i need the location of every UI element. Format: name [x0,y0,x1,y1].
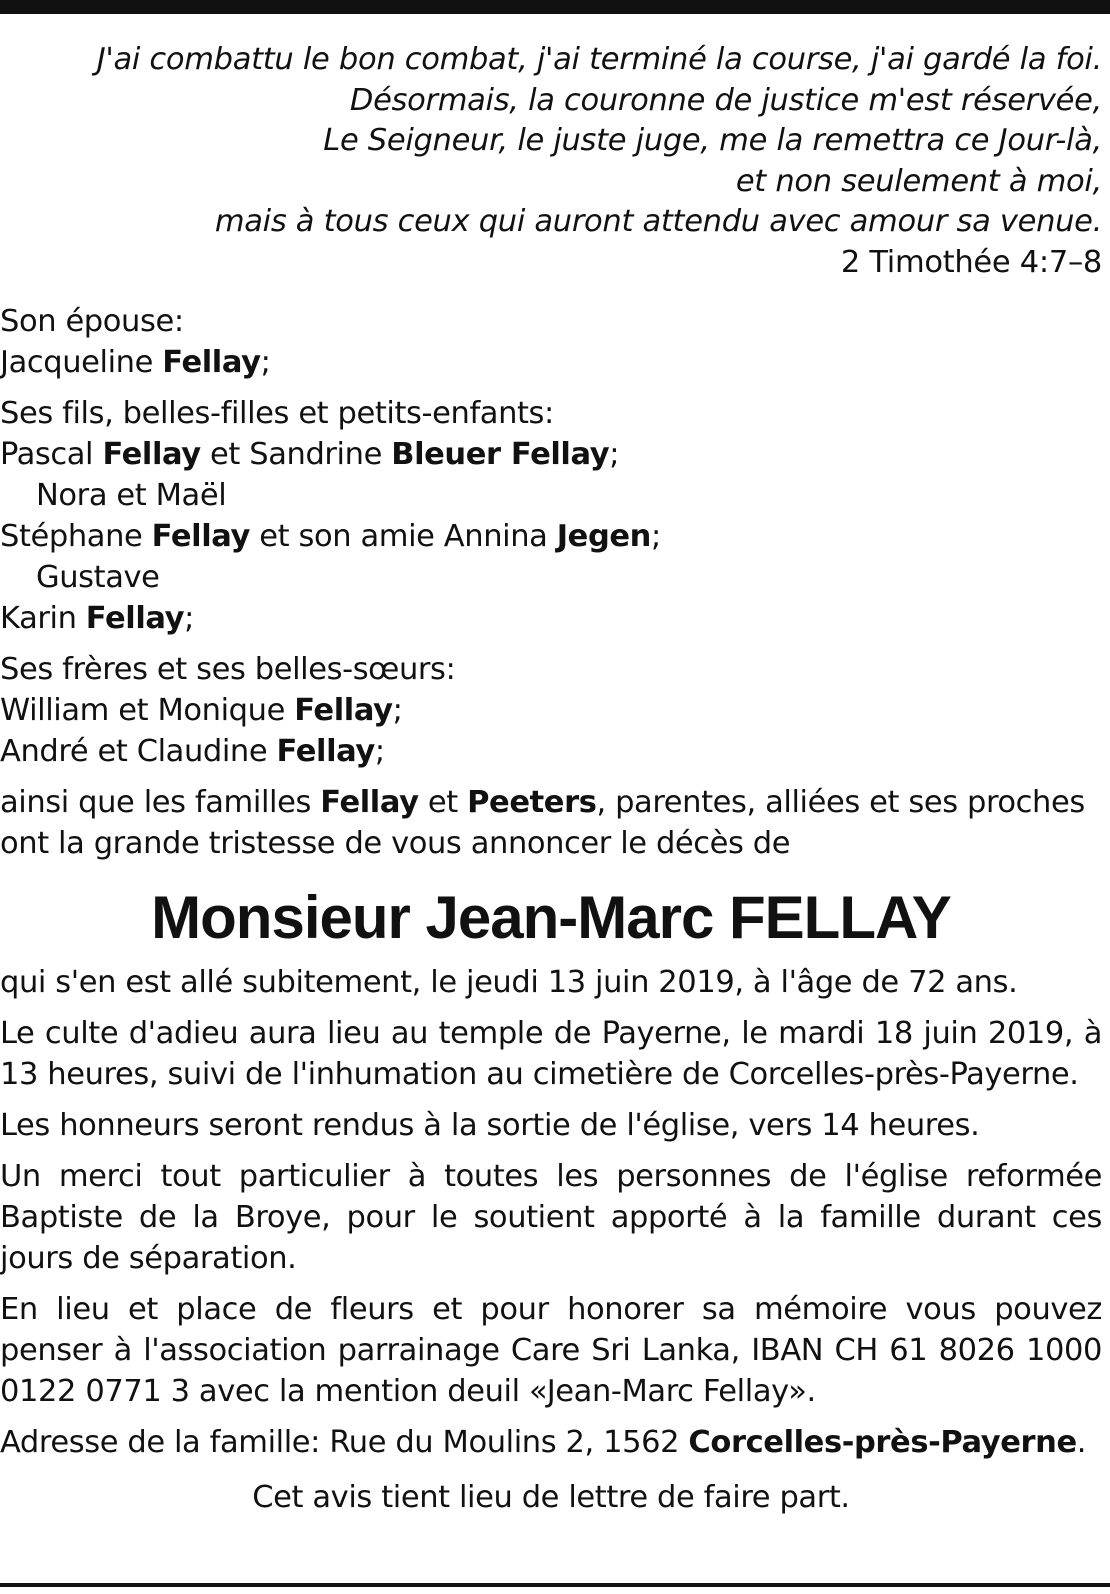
families-line [0,782,1102,823]
grandchildren: Gustave [36,560,160,595]
children-heading: Ses fils, belles-filles et petits-enfants: [0,396,554,431]
spouse-group [0,301,1102,383]
verse-line: J'ai combattu le bon combat, j'ai terminé la course, j'ai gardé la foi. [96,42,1102,77]
last-name: Fellay [320,785,419,820]
last-name: Fellay [162,345,261,380]
verse-line: Le Seigneur, le juste juge, me la remettra ce Jour-là, [323,123,1102,158]
text: , parentes, alliées et ses proches [596,785,1085,820]
last-name: Bleuer Fellay [391,437,610,472]
connector: et son amie Annina [249,519,557,554]
punct: ; [260,345,271,380]
last-name: Fellay [294,693,393,728]
family-member [0,434,1102,475]
family-member [0,598,1102,639]
family-member [0,516,1102,557]
address-text: Adresse de la famille: Rue du Moulins 2, 1562 [0,1425,689,1460]
siblings-group [0,649,1102,772]
announcement: ont la grande tristesse de vous annoncer le décès de [0,826,791,861]
family-member [0,690,1102,731]
donation-text: En lieu et place de fleurs et pour honorer sa mémoire vous pouvez penser à l'association parrainage Care Sri Lanka, IBAN CH 61 8026 1000 0122 0771 3 avec la mention deuil «Jean-Marc Fellay». [0,1292,1102,1409]
punct: ; [374,734,385,769]
ceremony-text: Le culte d'adieu aura lieu au temple de Payerne, le mardi 18 juin 2019, à 13 heures, suivi de l'inhumation au cimetière de Corcelles-près-Payerne. [0,1016,1102,1092]
spouse-heading: Son épouse: [0,304,184,339]
punct: ; [609,437,620,472]
verse-line: mais à tous ceux qui auront attendu avec amour sa venue. [214,204,1102,239]
last-name: Fellay [276,734,375,769]
family-member [0,731,1102,772]
connector: et [418,785,468,820]
connector: et Sandrine [200,437,392,472]
last-name: Fellay [85,601,185,636]
first-name: Karin [0,601,86,636]
verse-line: Désormais, la couronne de justice m'est réservée, [349,82,1102,118]
last-name: Jegen [556,519,652,554]
text: ainsi que les familles [0,785,321,820]
punct: . [1076,1425,1087,1460]
thanks-text: Un merci tout particulier à toutes les personnes de l'église reformée Baptiste de la Broye, pour le soutient apporté à la famille durant ces jours de séparation. [0,1159,1102,1276]
last-name: Fellay [102,437,201,472]
children-group [0,393,1102,639]
punct: ; [184,601,195,636]
punct: ; [392,693,403,728]
last-name: Fellay [151,519,250,554]
first-name: Pascal [0,437,103,472]
family-list [0,301,1102,864]
honors-text: Les honneurs seront rendus à la sortie de l'église, vers 14 heures. [0,1108,980,1143]
bottom-rule [0,1583,1110,1587]
death-text: qui s'en est allé subitement, le jeudi 13 juin 2019, à l'âge de 72 ans. [0,965,1018,1000]
verse-line: et non seulement à moi, [735,163,1102,199]
deceased-name: Monsieur Jean-Marc FELLAY [151,884,951,951]
grandchildren: Nora et Maël [36,478,227,513]
first-name: Jacqueline [0,345,163,380]
bible-verse [0,40,1102,283]
punct: ; [651,519,661,554]
last-name: Peeters [467,785,597,820]
top-rule [0,0,1110,14]
obituary-notice [0,40,1102,1528]
first-name: William et Monique [0,693,295,728]
families-group [0,782,1102,864]
siblings-heading: Ses frères et ses belles-sœurs: [0,652,456,687]
family-member [0,342,1102,383]
first-name: Stéphane [0,519,152,554]
family-address [0,1422,1102,1463]
first-name: André et Claudine [0,734,277,769]
closing-text: Cet avis tient lieu de lettre de faire part. [252,1480,850,1515]
verse-reference: 2 Timothée 4:7–8 [840,244,1102,280]
address-city: Corcelles-près-Payerne [688,1425,1077,1460]
